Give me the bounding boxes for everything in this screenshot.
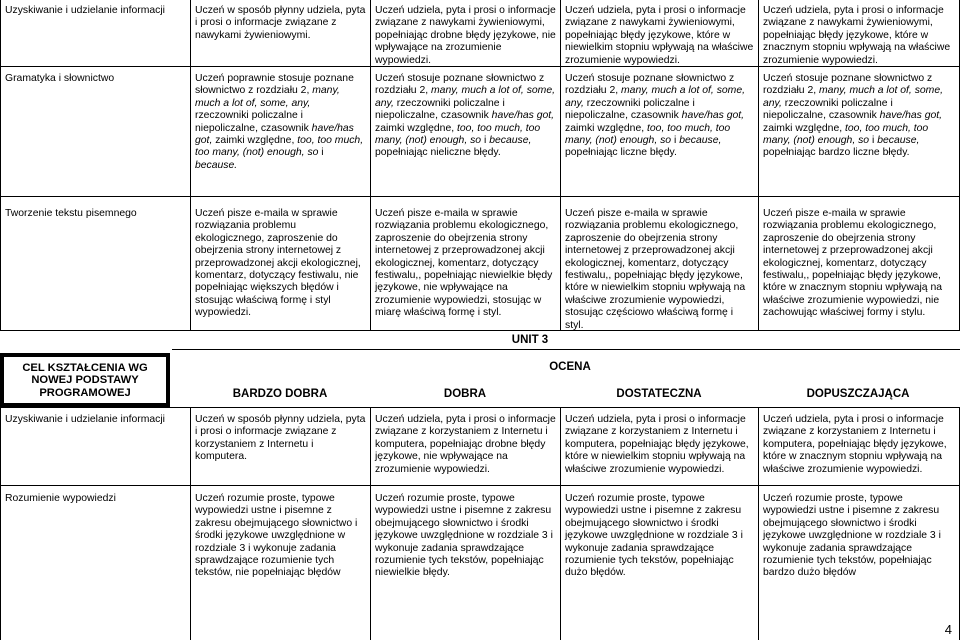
grade-cell-good [371,70,560,163]
cell-text: zaimki względne, [212,135,298,147]
grade-cell-satisfactory [561,2,758,70]
cell-text: Uczeń w sposób płynny udziela, pyta i prosi o informacje związane z nawykami żywieniowymi. [195,5,366,41]
unit-title: UNIT 3 [511,334,549,346]
cel-ksztalcenia-label: CEL KSZTAŁCENIA WG NOWEJ PODSTAWY PROGRAMOWEJ [3,356,167,404]
grade-header-good: DOBRA [443,388,487,400]
italic-term: too, too much, too many, (not) enough, so [565,122,731,147]
cell-text: popełniając nieliczne błędy. [375,147,501,159]
italic-term: because. [195,159,238,171]
italic-term: too, too much, too many, (not) enough, so [763,122,929,147]
row-divider [0,330,960,331]
italic-term: because, [877,135,920,147]
criterion-label: Gramatyka i słownictwo [5,73,115,84]
criterion-label: Uzyskiwanie i udzielanie informacji [5,5,165,16]
italic-term: many, much a lot of, some, any, [565,85,745,109]
grade-header-very-good: BARDZO DOBRA [232,388,328,400]
grade-cell-good [371,2,560,70]
cell-text: Uczeń pisze e-maila w sprawie rozwiązania problemu ekologicznego, zaproszenie do obejrzenia strony internetowej z przeprowadzonej akcji ekologicznej, komentarz, dotyczący festiwalu,, popełniając błędy językowe, które w znacznym stopniu wpływają na właściwe zrozumienie wypowiedzi, nie zachowując właściwej formy i stylu. [763,208,943,319]
header-divider [172,349,960,350]
grade-header-sufficient: DOPUSZCZAJĄCA [806,388,910,400]
column-divider [0,0,1,330]
grade-cell-sufficient [759,2,959,70]
grade-cell-very-good [191,205,370,323]
column-divider [0,407,1,640]
cell-text: Uczeń stosuje poznane słownictwo z rozdziału 2, [763,73,933,97]
cell-text: Uczeń udziela, pyta i prosi o informacje związane z nawykami żywieniowymi, popełniając drobne błędy językowe, nie wpływające na zrozumienie wypowiedzi. [375,5,556,66]
cell-text: rzeczowniki policzalne i niepoliczalne, czasownik [763,97,893,122]
grade-cell-very-good [191,2,370,45]
cell-text: zaimki względne, [565,122,648,134]
cell-text: zaimki względne, [375,122,458,134]
italic-term: have/has got, [879,110,943,122]
cell-text: i [318,147,324,159]
ocena-label: OCENA [549,361,591,373]
grade-cell-sufficient [759,411,959,479]
grade-cell-satisfactory [561,70,758,163]
italic-term: too, too much, too many, (not) enough, so [195,135,364,159]
grade-cell-satisfactory [561,411,758,479]
cell-text: Uczeń rozumie proste, typowe wypowiedzi ustne i pisemne z zakresu obejmującego słownictwo i środki językowe uwzględnione w rozdziale 3 i wykonuje zadania sprawdzające rozumienie tych tekstów, nie popełniając błędów [195,493,358,579]
cell-text: rzeczowniki policzalne i niepoliczalne, czasownik [195,110,312,134]
grade-header-satisfactory: DOSTATECZNA [616,388,702,400]
cell-text: i [481,135,490,147]
italic-term: have/has got, [681,110,745,122]
grade-cell-sufficient [759,490,959,583]
page-number: 4 [944,621,952,637]
grade-cell-satisfactory [561,205,758,335]
row-divider [0,196,960,197]
cell-text: Uczeń poprawnie stosuje poznane słownictwo z rozdziału 2, [195,73,354,97]
cell-text: Uczeń pisze e-maila w sprawie rozwiązania problemu ekologicznego, zaproszenie do obejrzenia strony internetowej z przeprowadzonej akcji ekologicznej, komentarz, dotyczący festiwalu, nie popełniając większych błędów i stosując właściwą formę i styl wypowiedzi. [195,208,361,319]
italic-term: have/has got, [195,122,354,147]
grade-cell-sufficient [759,205,959,323]
cell-text: Uczeń stosuje poznane słownictwo z rozdziału 2, [565,73,735,97]
cell-text: Uczeń pisze e-maila w sprawie rozwiązania problemu ekologicznego, zaproszenie do obejrzenia strony internetowej z przeprowadzonej akcji ekologicznej, komentarz, dotyczący festiwalu,, popełniając niewielkie błędy językowe, nie wpływające na zrozumienie wypowiedzi, stosując w miarę właściwą formę i styl. [375,208,553,319]
cell-text: Uczeń udziela, pyta i prosi o informacje związane z korzystaniem z Internetu i komputera, popełniając błędy językowe, które w niewielkim stopniu wpływają na właściwe zrozumienie wypowiedzi. [565,414,749,475]
grade-cell-good [371,411,560,479]
cell-text: Uczeń rozumie proste, typowe wypowiedzi ustne i pisemne z zakresu obejmującego słownictwo i środki językowe uwzględnione w rozdziale 3 i wykonuje zadania sprawdzające rozumienie tych tekstów, popełniając bardzo dużo błędów [763,493,941,579]
italic-term: because, [679,135,722,147]
cell-text: Uczeń udziela, pyta i prosi o informacje związane z nawykami żywieniowymi, popełniając błędy językowe, które w niewielkim stopniu wpływają na właściwe zrozumienie wypowiedzi. [565,5,754,66]
italic-term: many, much a lot of, some, any, [195,85,340,109]
criterion-label: Uzyskiwanie i udzielanie informacji [5,414,165,425]
row-divider [0,485,960,486]
italic-term: have/has got, [491,110,555,122]
grade-cell-satisfactory [561,490,758,583]
grade-cell-very-good [191,411,370,467]
italic-term: because, [489,135,532,147]
cell-text: popełniając bardzo liczne błędy. [763,147,910,159]
cell-text: Uczeń udziela, pyta i prosi o informacje związane z nawykami żywieniowymi, popełniając błędy językowe, które w znacznym stopniu wpływają na właściwe zrozumienie wypowiedzi. [763,5,951,66]
cell-text: i [671,135,680,147]
grade-cell-good [371,205,560,323]
cell-text: Uczeń w sposób płynny udziela, pyta i prosi o informacje związane z korzystaniem z Internetu i komputera. [195,414,366,463]
cell-text: Uczeń rozumie proste, typowe wypowiedzi ustne i pisemne z zakresu obejmującego słownictwo i środki językowe uwzględnione w rozdziale 3 i wykonuje zadania sprawdzające rozumienie tych tekstów, popełniając niewielkie błędy. [375,493,553,579]
criterion-label: Rozumienie wypowiedzi [5,493,116,504]
cell-text: Uczeń stosuje poznane słownictwo z rozdziału 2, [375,73,545,97]
cell-text: rzeczowniki policzalne i niepoliczalne, czasownik [565,97,695,122]
cel-ksztalcenia-box [0,353,170,407]
grade-cell-good [371,490,560,583]
italic-term: many, much a lot of, some, any, [375,85,555,109]
cell-text: Uczeń pisze e-maila w sprawie rozwiązania problemu ekologicznego, zaproszenie do obejrzenia strony internetowej z przeprowadzonej akcji ekologicznej, komentarz, dotyczący festiwalu,, popełniając błędy językowe, które w niewielkim stopniu wpływają na właściwe zrozumienie wypowiedzi, stosując częściowo właściwą formę i styl. [565,208,746,331]
italic-term: too, too much, too many, (not) enough, so [375,122,541,147]
cell-text: i [869,135,878,147]
header-divider [0,407,960,408]
italic-term: many, much a lot of, some, any, [763,85,943,109]
cell-text: Uczeń udziela, pyta i prosi o informacje związane z korzystaniem z Internetu i komputera, popełniając drobne błędy językowe, nie wpływające na zrozumienie wypowiedzi. [375,414,556,475]
grade-cell-very-good [191,490,370,583]
grade-cell-very-good [191,70,370,175]
cell-text: Uczeń udziela, pyta i prosi o informacje związane z korzystaniem z Internetu i komputera, popełniając błędy językowe, które w znacznym stopniu wpływają na właściwe zrozumienie wypowiedzi. [763,414,947,475]
grade-cell-sufficient [759,70,959,163]
cell-text: zaimki względne, [763,122,846,134]
criterion-label: Tworzenie tekstu pisemnego [5,208,137,219]
cell-text: Uczeń rozumie proste, typowe wypowiedzi ustne i pisemne z zakresu obejmującego słownictwo i środki językowe uwzględnione w rozdziale 3 i wykonuje zadania sprawdzające rozumienie tych tekstów, popełniając dużo błędów. [565,493,743,579]
cell-text: popełniając liczne błędy. [565,147,677,159]
cell-text: rzeczowniki policzalne i niepoliczalne, czasownik [375,97,505,122]
